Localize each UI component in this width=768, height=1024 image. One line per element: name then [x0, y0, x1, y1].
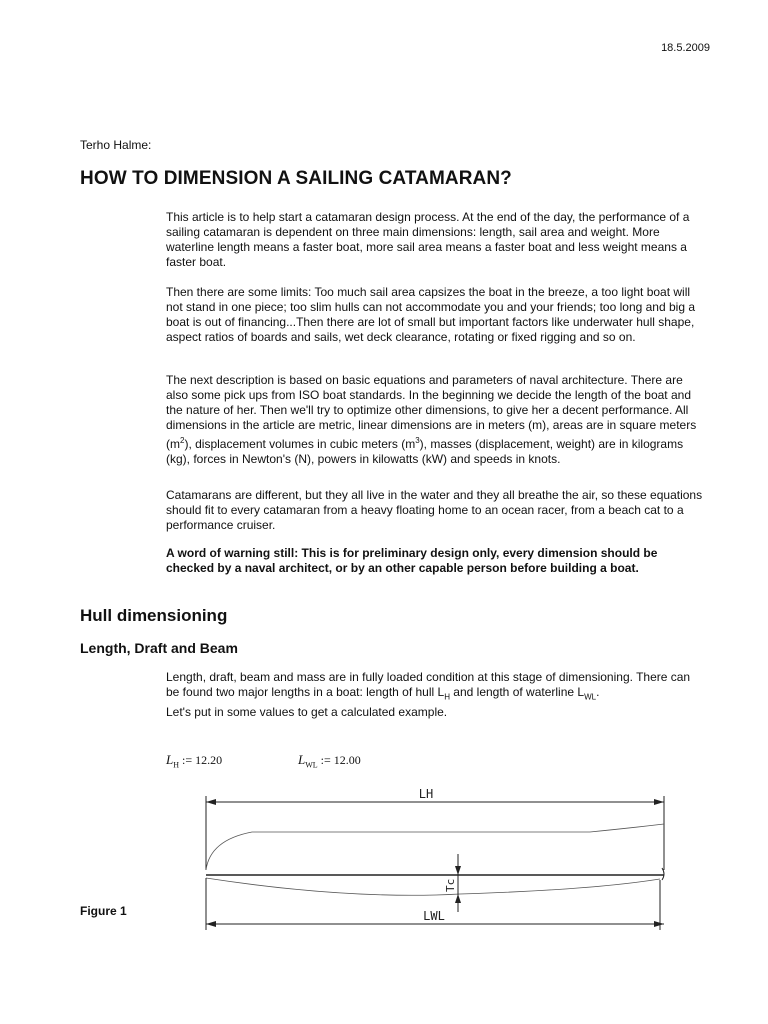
lwl-arrow-left	[206, 921, 216, 927]
hull-dimension-figure	[190, 780, 680, 930]
intro-paragraph-3: The next description is based on basic equations and parameters of naval architecture. There are also some pick ups from ISO boat standards. In the beginning we decide the length of the boat and the nature of her. Then we'll try to optimize other dimensions, to give her a decent performance. All dimensions in the article are metric, linear dimensions are in meters (m), areas are in square meters $(m^2)$, displacement volumes in cubic meters $(m^3)$, masses (displacement, weight) are in kilograms (kg), forces in Newton's (N), powers in kilowatts (kW) and speeds in knots.	[166, 373, 697, 466]
lwl-arrow-right	[654, 921, 664, 927]
section-paragraph-2: Let's put in some values to get a calculated example.	[166, 705, 448, 719]
figure-label: Figure 1	[80, 904, 127, 918]
draft-arrow-bottom	[455, 894, 461, 903]
document-date: 18.5.2009	[661, 42, 710, 54]
warning-paragraph: A word of warning still: This is for preliminary design only, every dimension should be checked by a naval architect, or by an other capable person before building a boat.	[166, 546, 658, 575]
equation-lwl: $L_{WL}$ := 12.00	[298, 752, 361, 770]
draft-label: Tc	[444, 878, 457, 892]
hull-sheer-line	[206, 824, 664, 870]
document-title: HOW TO DIMENSION A SAILING CATAMARAN?	[80, 168, 512, 189]
equation-lh: $L_H$ := 12.20	[166, 752, 223, 770]
intro-paragraph-2: Then there are some limits: Too much sail area capsizes the boat in the breeze, a too light boat will not stand in one piece; too slim hulls can not accommodate you and your friends; too long and big a boat is out of financing...Then there are lot of small but important factors like underwater hull shape, aspect ratios of boards and sails, wet deck clearance, rotating or fixed rigging and so on.	[166, 285, 695, 344]
section-paragraph-1: Length, draft, beam and mass are in fully loaded condition at this stage of dimensioning. There can be found two major lengths in a boat: length of hull $L_H$ and length of waterline $L_{WL}$.	[166, 670, 691, 702]
lh-arrow-right	[654, 799, 664, 805]
draft-arrow-top	[455, 866, 461, 875]
lh-arrow-left	[206, 799, 216, 805]
section-subheading: Length, Draft and Beam	[80, 640, 238, 656]
hull-keel-line	[206, 878, 660, 895]
author-line: Terho Halme:	[80, 138, 152, 152]
lwl-label: LWL	[423, 909, 445, 923]
lh-label: LH	[418, 787, 434, 801]
intro-paragraph-1: This article is to help start a catamaran design process. At the end of the day, the performance of a sailing catamaran is dependent on three main dimensions: length, sail area and weight. More waterline length means a faster boat, more sail area means a faster boat and less weight means a faster boat.	[166, 210, 690, 269]
section-heading: Hull dimensioning	[80, 606, 228, 625]
intro-paragraph-4: Catamarans are different, but they all live in the water and they all breathe the air, so these equations should fit to every catamaran from a heavy floating home to an ocean racer, from a beach cat to a performance cruiser.	[166, 488, 703, 532]
